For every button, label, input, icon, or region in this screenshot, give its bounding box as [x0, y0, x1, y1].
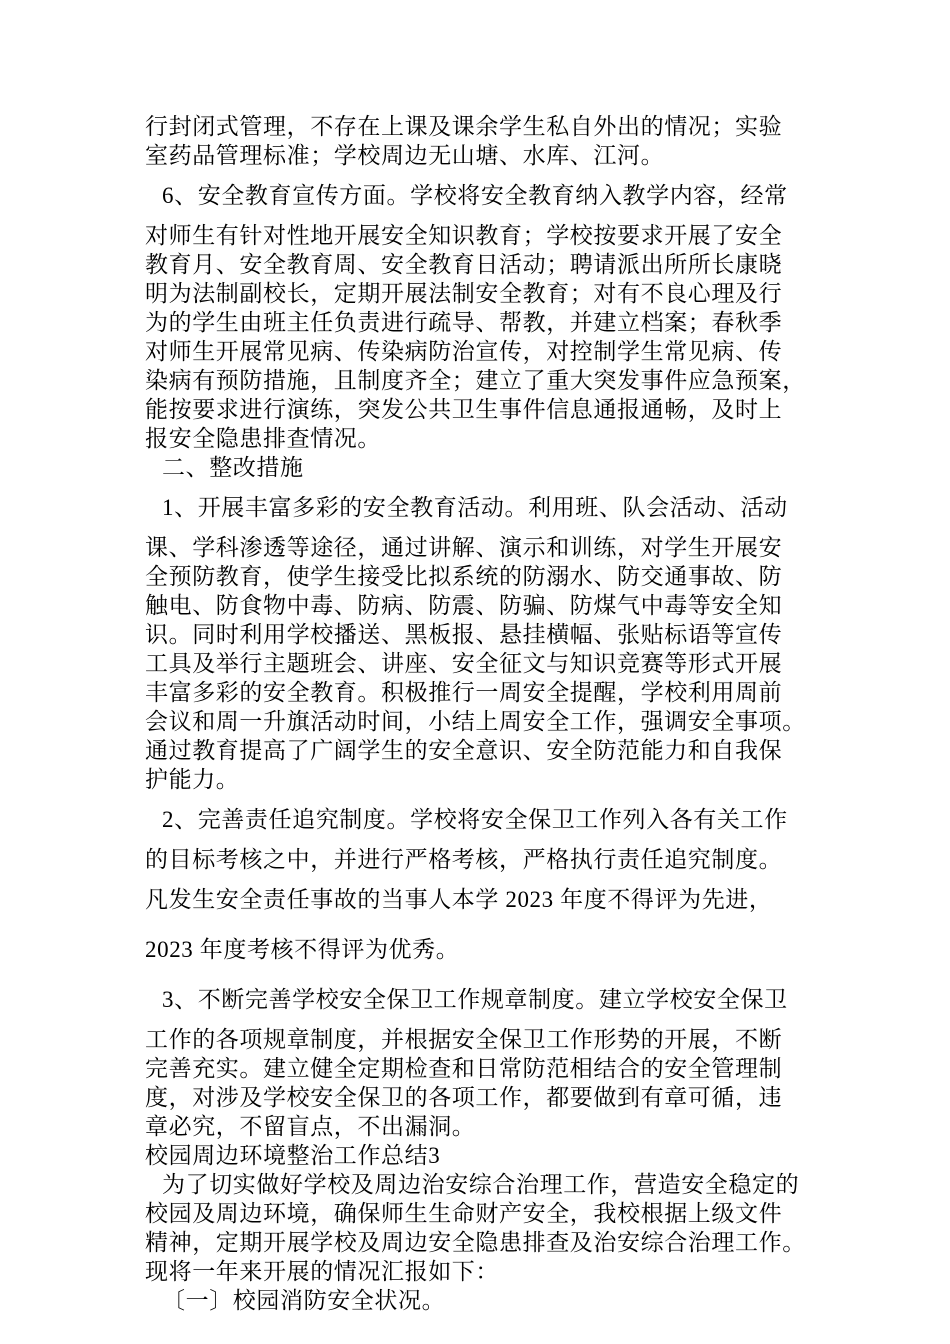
text-line: 2、完善责任追究制度。学校将安全保卫工作列入各有关工作 — [162, 807, 788, 832]
text-line: 1、开展丰富多彩的安全教育活动。利用班、队会活动、活动 — [162, 495, 788, 520]
text-line: 触电、防食物中毒、防病、防震、防骗、防煤气中毒等安全知 — [145, 593, 783, 618]
document-body — [145, 112, 823, 1315]
text-line: 会议和周一升旗活动时间，小结上周安全工作，强调安全事项。 — [145, 709, 806, 734]
text-line: 凡发生安全责任事故的当事人本学 2023 年度不得评为先进， — [145, 887, 773, 912]
text-line: 教育月、安全教育周、安全教育日活动；聘请派出所所长康晓 — [145, 252, 783, 277]
text-line: 课、学科渗透等途径，通过讲解、演示和训练，对学生开展安 — [145, 535, 783, 560]
text-line: 3、不断完善学校安全保卫工作规章制度。建立学校安全保卫 — [162, 987, 788, 1012]
text-line: 对师生有针对性地开展安全知识教育；学校按要求开展了安全 — [145, 223, 783, 248]
text-line: 6、安全教育宣传方面。学校将安全教育纳入教学内容，经常 — [162, 183, 788, 208]
text-line: 丰富多彩的安全教育。积极推行一周安全提醒，学校利用周前 — [145, 680, 783, 705]
text-line: 工具及举行主题班会、讲座、安全征文与知识竞赛等形式开展 — [145, 651, 783, 676]
text-line: 二、整改措施 — [162, 455, 304, 480]
text-line: 识。同时利用学校播送、黑板报、悬挂横幅、张贴标语等宣传 — [145, 622, 783, 647]
text-line: 现将一年来开展的情况汇报如下： — [145, 1259, 499, 1284]
text-line: 对师生开展常见病、传染病防治宣传，对控制学生常见病、传 — [145, 339, 783, 364]
text-line: 为的学生由班主任负责进行疏导、帮教，并建立档案；春秋季 — [145, 310, 783, 335]
text-line: 精神，定期开展学校及周边安全隐患排查及治安综合治理工作。 — [145, 1230, 806, 1255]
text-line: 行封闭式管理，不存在上课及课余学生私自外出的情况；实验 — [145, 114, 783, 139]
text-line: 完善充实。建立健全定期检查和日常防范相结合的安全管理制 — [145, 1056, 783, 1081]
text-line: 校园周边环境整治工作总结3 — [145, 1143, 441, 1168]
text-line: 室药品管理标准；学校周边无山塘、水库、江河。 — [145, 143, 665, 168]
text-line: 明为法制副校长，定期开展法制安全教育；对有不良心理及行 — [145, 281, 783, 306]
text-line: 度，对涉及学校安全保卫的各项工作，都要做到有章可循，违 — [145, 1085, 783, 1110]
text-line: 的目标考核之中，并进行严格考核，严格执行责任追究制度。 — [145, 847, 783, 872]
text-line: 2023 年度考核不得评为优秀。 — [145, 937, 460, 962]
text-line: 通过教育提高了广阔学生的安全意识、安全防范能力和自我保 — [145, 738, 783, 763]
text-line: 染病有预防措施，且制度齐全；建立了重大突发事件应急预案， — [145, 368, 806, 393]
text-line: 〔一〕校园消防安全状况。 — [162, 1288, 446, 1313]
text-line: 护能力。 — [145, 767, 240, 792]
text-line: 章必究，不留盲点，不出漏洞。 — [145, 1114, 476, 1139]
text-line: 工作的各项规章制度，并根据安全保卫工作形势的开展，不断 — [145, 1027, 783, 1052]
text-line: 为了切实做好学校及周边治安综合治理工作，营造安全稳定的 — [162, 1172, 800, 1197]
text-line: 全预防教育，使学生接受比拟系统的防溺水、防交通事故、防 — [145, 564, 783, 589]
text-line: 能按要求进行演练，突发公共卫生事件信息通报通畅，及时上 — [145, 397, 783, 422]
text-line: 校园及周边环境，确保师生生命财产安全，我校根据上级文件 — [145, 1201, 783, 1226]
text-line: 报安全隐患排查情况。 — [145, 426, 381, 451]
